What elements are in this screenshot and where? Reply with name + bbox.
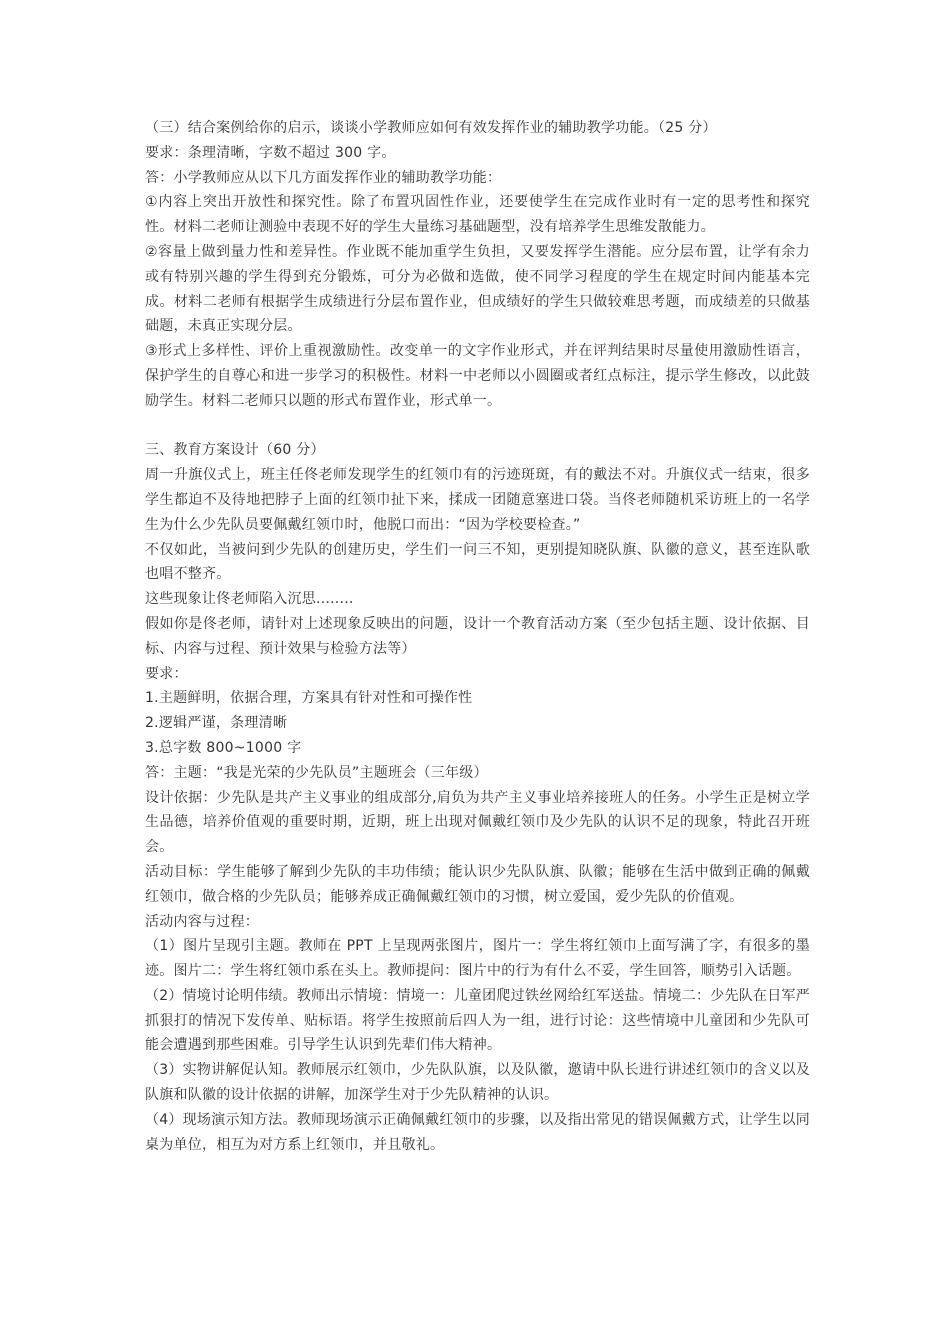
section-heading: 三、教育方案设计（60 分） bbox=[145, 442, 325, 459]
answer-point-1: ①内容上突出开放性和探究性。除了布置巩固性作业，还要使学生在完成作业时有一定的思考性和探究性。材料二老师让测验中表现不好的学生大量练习基础题型，没有培养学生思维发散能力。 bbox=[145, 194, 810, 236]
requirement-item: 1.主题鲜明，依据合理，方案具有针对性和可操作性 bbox=[145, 690, 473, 707]
design-basis: 设计依据：少先队是共产主义事业的组成部分,肩负为共产主义事业培养接班人的任务。小学生正是树立学生品德，培养价值观的重要时期，近期，班上出现对佩戴红领巾及少先队的认识不足的现象，特此召开班会。 bbox=[145, 789, 810, 856]
requirement-item: 2.逻辑严谨，条理清晰 bbox=[145, 715, 288, 732]
activity-goals: 活动目标：学生能够了解到少先队的丰功伟绩；能认识少先队队旗、队徽；能够在生活中做到正确的佩戴红领巾，做合格的少先队员；能够养成正确佩戴红领巾的习惯，树立爱国，爱少先队的价值观。 bbox=[145, 863, 810, 905]
answer-intro: 答：小学教师应从以下几方面发挥作业的辅助教学功能： bbox=[145, 169, 502, 186]
case-paragraph: 不仅如此，当被问到少先队的创建历史，学生们一问三不知，更别提知晓队旗、队徽的意义，甚至连队歌也唱不整齐。 bbox=[145, 541, 810, 583]
answer-point-3: ③形式上多样性、评价上重视激励性。改变单一的文字作业形式，并在评判结果时尽量使用激励性语言，保护学生的自尊心和进一步学习的积极性。材料一中老师以小圆圈或者红点标注，提示学生修改，以此鼓励学生。材料二老师只以题的形式布置作业，形式单一。 bbox=[145, 343, 810, 409]
case-paragraph: 周一升旗仪式上，班主任佟老师发现学生的红领巾有的污迹斑斑，有的戴法不对。升旗仪式一结束，很多学生都迫不及待地把脖子上面的红领巾扯下来，揉成一团随意塞进口袋。当佟老师随机采访班上的一名学生为什么少先队员要佩戴红领巾时，他脱口而出：“因为学校要检查。” bbox=[145, 467, 810, 533]
document-page bbox=[145, 116, 810, 1157]
answer-theme: 答：主题：“我是光荣的少先队员”主题班会（三年级） bbox=[145, 764, 488, 781]
activity-step: （2）情境讨论明伟绩。教师出示情境：情境一：儿童团爬过铁丝网给红军送盐。情境二：少先队在日军严抓狠打的情况下发传单、贴标语。将学生按照前后四人为一组，进行讨论：这些情境中儿童团和少先队可能会遭遇到那些困难。引导学生认识到先辈们伟大精神。 bbox=[145, 987, 810, 1054]
section-homework-question bbox=[145, 116, 810, 414]
question-heading: （三）结合案例给你的启示，谈谈小学教师应如何有效发挥作业的辅助教学功能。（25 分） bbox=[145, 120, 717, 136]
requirement-item: 3.总字数 800~1000 字 bbox=[145, 739, 302, 756]
requirements-label: 要求： bbox=[145, 665, 188, 682]
activity-step: （1）图片呈现引主题。教师在 PPT 上呈现两张图片，图片一：学生将红领巾上面写满了字，有很多的墨迹。图片二：学生将红领巾系在头上。教师提问：图片中的行为有什么不妥，学生回答，顺势引入话题。 bbox=[145, 938, 810, 980]
requirement-text: 要求：条理清晰，字数不超过 300 字。 bbox=[145, 144, 396, 161]
activity-step: （4）现场演示知方法。教师现场演示正确佩戴红领巾的步骤，以及指出常见的错误佩戴方式，让学生以同桌为单位，相互为对方系上红领巾，并且敬礼。 bbox=[145, 1111, 810, 1153]
task-paragraph: 假如你是佟老师，请针对上述现象反映出的问题，设计一个教育活动方案（至少包括主题、设计依据、目标、内容与过程、预计效果与检验方法等） bbox=[145, 615, 810, 657]
activity-step: （3）实物讲解促认知。教师展示红领巾，少先队队旗，以及队徽，邀请中队长进行讲述红领巾的含义以及队旗和队徽的设计依据的讲解，加深学生对于少先队精神的认识。 bbox=[145, 1062, 810, 1104]
answer-point-2: ②容量上做到量力性和差异性。作业既不能加重学生负担，又要发挥学生潜能。应分层布置，让学有余力或有特别兴趣的学生得到充分锻炼，可分为必做和选做，使不同学习程度的学生在规定时间内能基本完成。材料二老师有根据学生成绩进行分层布置作业，但成绩好的学生只做较难思考题，而成绩差的只做基础题，未真正实现分层。 bbox=[145, 243, 810, 335]
section-education-plan bbox=[145, 438, 810, 1157]
case-paragraph: 这些现象让佟老师陷入沉思........ bbox=[145, 591, 354, 608]
section-gap bbox=[145, 414, 810, 439]
activity-process-label: 活动内容与过程： bbox=[145, 913, 259, 930]
